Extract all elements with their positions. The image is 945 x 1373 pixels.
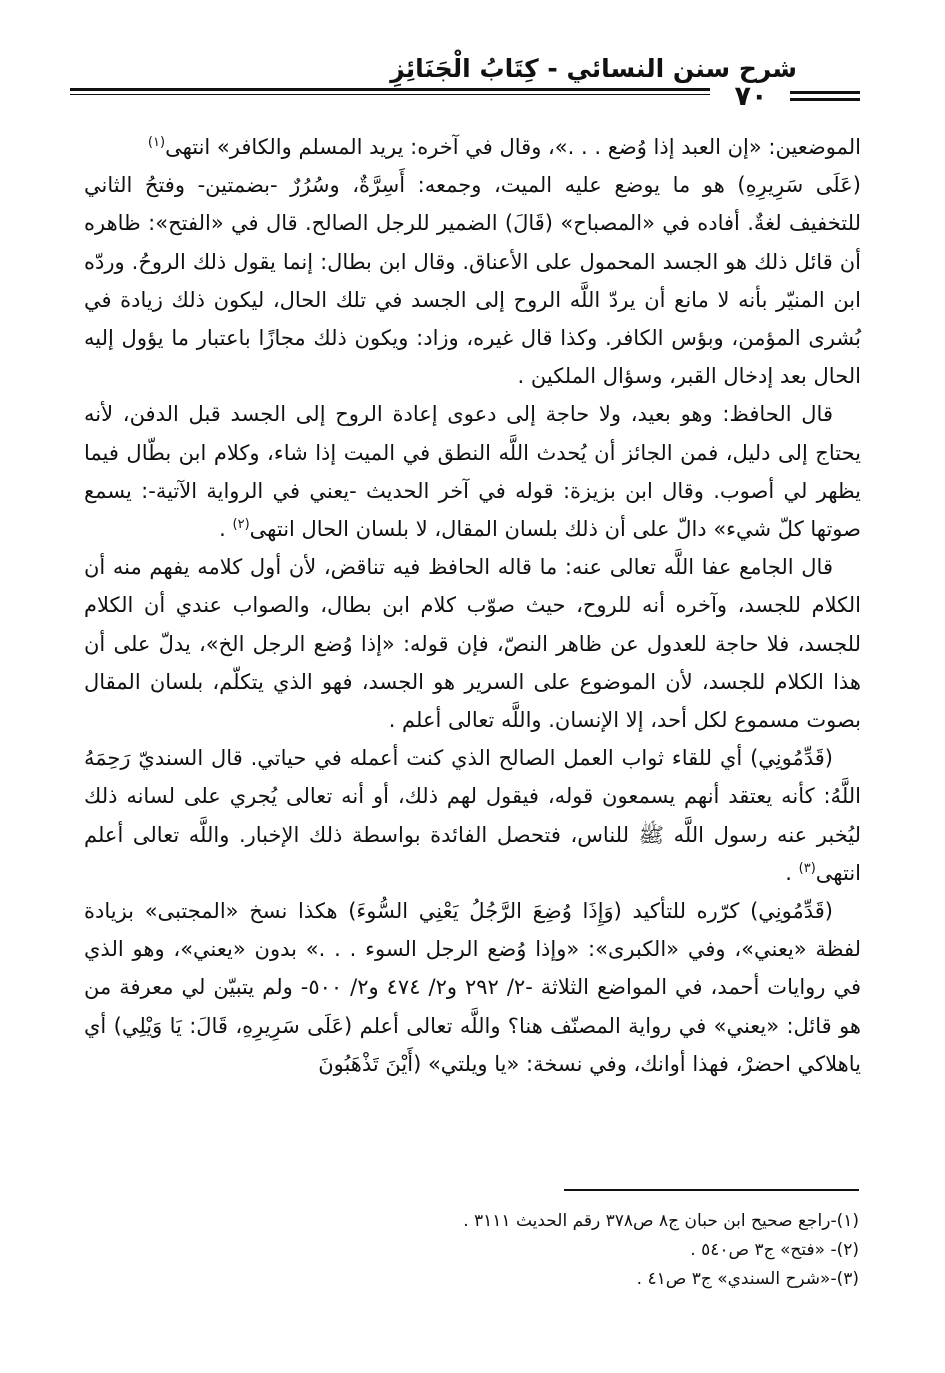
paragraph-4: قال الجامع عفا اللَّه تعالى عنه: ما قاله الحافظ فيه تناقض، لأن أول كلامه يفهم منه أن الكلام للجسد، وآخره أنه للروح، حيث صوّب كلام ابن بطال، والصواب عندي أن الكلام للجسد، فلا حاجة للعدول عن ظاهر النصّ، فإن قوله: «إذا وُضع الرجل الخ»، يدلّ على أن هذا الكلام للجسد، لأن الموضوع على السرير هو الجسد، فهو الذي يتكلّم، بلسان المقال بصوت مسموع لكل أحد، إلا الإنسان. واللَّه تعالى أعلم . — [84, 555, 861, 733]
footnote-ref-1: (١) — [147, 135, 166, 150]
footnote-separator — [564, 1189, 859, 1191]
footnote-ref-3: (٣) — [798, 860, 816, 876]
paragraph-5 — [84, 739, 861, 892]
paragraph-2: (عَلَى سَرِيرِهِ) هو ما يوضع عليه الميت، وجمعه: أَسِرَّةٌ، وسُرُرٌ -بضمتين- وفتحُ الثاني للتخفيف لغةٌ. أفاده في «المصباح» (قَالَ) الضمير للرجل الصالح. قال في «الفتح»: ظاهره أن قائل ذلك هو الجسد المحمول على الأعناق. وقال ابن بطال: إنما يقول ذلك الروحُ. وردّه ابن المنيّر بأنه لا مانع أن يردّ اللَّه الروح إلى الجسد في تلك الحال، ليكون ذلك زيادة في بُشرى المؤمن، وبؤس الكافر. وكذا قال غيره، وزاد: ويكون ذلك مجازًا باعتبار ما يؤول إليه الحال بعد إدخال القبر، وسؤال الملكين . — [84, 173, 861, 389]
footnote-3: (٣)-«شرح السندي» ج٣ ص٤١ . — [636, 1269, 859, 1289]
paragraph-3-tail: . — [219, 517, 233, 542]
paragraph-5-tail: . — [785, 860, 799, 885]
paragraph-3 — [84, 395, 861, 548]
header-rule-right-lower — [790, 98, 860, 101]
header-rule-right-upper — [790, 91, 860, 94]
running-title: شرح سنن النسائي - كِتَابُ الْجَنَائِزِ — [390, 54, 797, 83]
paragraph-3-text: قال الحافظ: وهو بعيد، ولا حاجة إلى دعوى إعادة الروح إلى الجسد قبل الدفن، لأنه يحتاج إلى دليل، فمن الجائز أن يُحدث اللَّه النطق في الميت إذا شاء، وكلام ابن بطّال فيما يظهر لي أصوب. وقال ابن بزيزة: قوله في آخر الحديث -يعني في الرواية الآتية-: يسمع صوتها كلّ شيء» دالّ على أن ذلك بلسان المقال، لا بلسان الحال انتهى — [84, 402, 861, 542]
footnote-2: (٢)- «فتح» ج٣ ص٥٤٠ . — [690, 1240, 859, 1260]
paragraph-5-text: (قَدِّمُونِي) أي للقاء ثواب العمل الصالح الذي كنت أعمله في حياتي. قال السنديّ رَحِمَهُ اللَّهُ: كأنه يعتقد أنهم يسمعون قوله، فيقول لهم ذلك، أو أنه تعالى يُجري على لسانه ذلك ليُخبر عنه رسول اللَّه ﷺ للناس، فتحصل الفائدة بواسطة ذلك الإخبار. واللَّه تعالى أعلم انتهى — [84, 746, 861, 885]
paragraph-1-text: الموضعين: «إن العبد إذا وُضع . . .»، وقال في آخره: يريد المسلم والكافر» انتهى — [165, 135, 861, 159]
body-text — [84, 128, 861, 1083]
header-rule-thick — [70, 88, 710, 91]
paragraph-1 — [84, 128, 861, 166]
footnotes — [84, 1207, 859, 1294]
header-rule-thin — [70, 94, 710, 95]
footnote-1: (١)-راجع صحيح ابن حبان ج٨ ص٣٧٨ رقم الحديث ٣١١١ . — [463, 1211, 859, 1231]
footnote-ref-2: (٢) — [232, 517, 250, 533]
paragraph-6: (قَدِّمُونِي) كرّره للتأكيد (وَإِذَا وُضِعَ الرَّجُلُ يَعْنِي السُّوءَ) هكذا نسخ «المجتبى» بزيادة لفظة «يعني»، وفي «الكبرى»: «وإذا وُضع الرجل السوء . . .» بدون «يعني»، وهو الذي في روايات أحمد، في المواضع الثلاثة -٢/ ٢٩٢ و٢/ ٤٧٤ و٢/ ٥٠٠- ولم يتبيّن لي معرفة من هو قائل: «يعني» في رواية المصنّف هنا؟ واللَّه تعالى أعلم (عَلَى سَرِيرِهِ، قَالَ: يَا وَيْلِي) أي ياهلاكي احضرْ، فهذا أوانك، وفي نسخة: «يا ويلتي» (أَيْنَ تَذْهَبُونَ — [84, 899, 861, 1076]
page-number: ٧٠ — [734, 81, 768, 112]
